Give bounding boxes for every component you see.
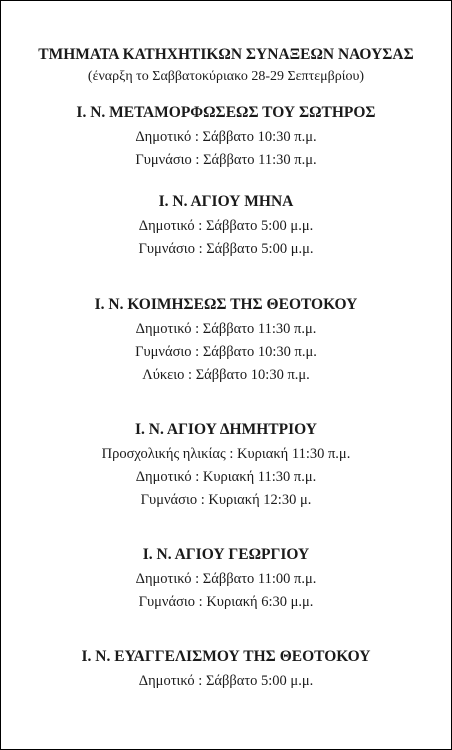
schedule-item: Δημοτικό : Σάββατο 5:00 μ.μ.: [138, 218, 314, 234]
church-name: Ι. Ν. ΜΕΤΑΜΟΡΦΩΣΕΩΣ ΤΟΥ ΣΩΤΗΡΟΣ: [76, 104, 376, 121]
page-title: ΤΜΗΜΑΤΑ ΚΑΤΗΧΗΤΙΚΩΝ ΣΥΝΑΞΕΩΝ ΝΑΟΥΣΑΣ: [38, 46, 414, 63]
schedule-item: Προσχολικής ηλικίας : Κυριακή 11:30 π.μ.: [101, 446, 351, 462]
church-section: [1, 295, 451, 387]
church-section: [1, 192, 451, 261]
schedule-item: Γυμνάσιο : Σάββατο 11:30 π.μ.: [135, 152, 317, 168]
church-name: Ι. Ν. ΑΓΙΟΥ ΜΗΝΑ: [158, 193, 294, 210]
schedule-list: [1, 126, 451, 172]
church-section: [1, 103, 451, 172]
church-section: [1, 545, 451, 614]
church-section: [1, 420, 451, 512]
schedule-item: Δημοτικό : Σάββατο 11:30 π.μ.: [135, 321, 317, 337]
schedule-item: Γυμνάσιο : Κυριακή 6:30 μ.μ.: [138, 594, 314, 610]
church-name: Ι. Ν. ΚΟΙΜΗΣΕΩΣ ΤΗΣ ΘΕΟΤΟΚΟΥ: [94, 296, 358, 313]
schedule-item: Δημοτικό : Σάββατο 11:00 π.μ.: [135, 571, 317, 587]
schedule-list: [1, 443, 451, 512]
schedule-item: Γυμνάσιο : Σάββατο 5:00 μ.μ.: [138, 241, 314, 257]
schedule-item: Γυμνάσιο : Κυριακή 12:30 μ.: [140, 492, 312, 508]
schedule-item: Δημοτικό : Σάββατο 5:00 μ.μ.: [138, 673, 314, 689]
schedule-list: [1, 568, 451, 614]
schedule-item: Δημοτικό : Κυριακή 11:30 π.μ.: [135, 469, 317, 485]
church-name: Ι. Ν. ΑΓΙΟΥ ΔΗΜΗΤΡΙΟΥ: [135, 421, 317, 438]
schedule-list: [1, 318, 451, 387]
schedule-item: Γυμνάσιο : Σάββατο 10:30 π.μ.: [135, 344, 317, 360]
church-section: [1, 647, 451, 693]
schedule-item: Λύκειο : Σάββατο 10:30 π.μ.: [142, 367, 310, 383]
schedule-item: Δημοτικό : Σάββατο 10:30 π.μ.: [135, 129, 317, 145]
schedule-list: [1, 215, 451, 261]
page-subtitle: (έναρξη το Σαββατοκύριακο 28-29 Σεπτεμβρίου): [87, 69, 365, 84]
schedule-list: [1, 670, 451, 693]
church-name: Ι. Ν. ΑΓΙΟΥ ΓΕΩΡΓΙΟΥ: [142, 546, 310, 563]
church-name: Ι. Ν. ΕΥΑΓΓΕΛΙΣΜΟΥ ΤΗΣ ΘΕΟΤΟΚΟΥ: [81, 648, 371, 665]
